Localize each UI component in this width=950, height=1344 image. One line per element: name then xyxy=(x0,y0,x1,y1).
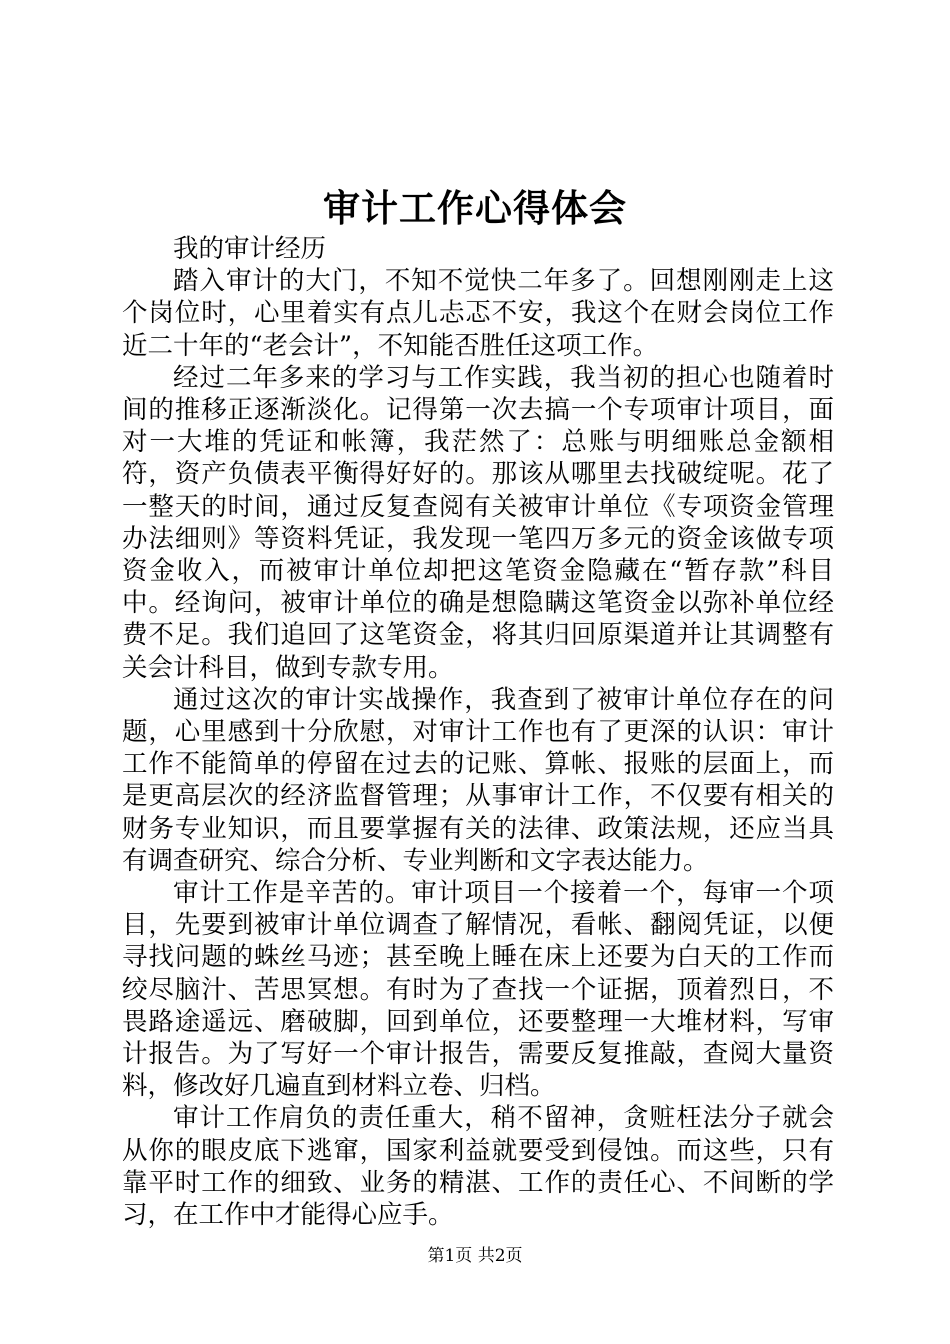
document-title: 审计工作心得体会 xyxy=(323,186,627,230)
section-heading: 我的审计经历 xyxy=(173,234,327,264)
paragraph: 通过这次的审计实战操作，我查到了被审计单位存在的问题，心里感到十分欣慰，对审计工作也有了更深的认识：审计工作不能简单的停留在过去的记账、算帐、报账的层面上，而是更高层次的经济监督管理；从事审计工作，不仅要有相关的财务专业知识，而且要掌握有关的法律、政策法规，还应当具有调查研究、综合分析、专业判断和文字表达能力。 xyxy=(122,684,834,876)
paragraph: 踏入审计的大门，不知不觉快二年多了。回想刚刚走上这个岗位时，心里着实有点儿忐忑不安，我这个在财会岗位工作近二十年的“老会计”，不知能否胜任这项工作。 xyxy=(122,266,834,361)
document-body xyxy=(122,233,834,1231)
paragraph: 审计工作肩负的责任重大，稍不留神，贪赃枉法分子就会从你的眼皮底下逃窜，国家利益就要受到侵蚀。而这些，只有靠平时工作的细致、业务的精湛、工作的责任心、不间断的学习，在工作中才能得心应手。 xyxy=(122,1103,834,1231)
page-footer: 第1页 共2页 xyxy=(427,1246,523,1266)
paragraph: 经过二年多来的学习与工作实践，我当初的担心也随着时间的推移正逐渐淡化。记得第一次去搞一个专项审计项目，面对一大堆的凭证和帐簿，我茫然了：总账与明细账总金额相符，资产负债表平衡得好好的。那该从哪里去找破绽呢。花了一整天的时间，通过反复查阅有关被审计单位《专项资金管理办法细则》等资料凭证，我发现一笔四万多元的资金该做专项资金收入，而被审计单位却把这笔资金隐藏在“暂存款”科目中。经询问，被审计单位的确是想隐瞒这笔资金以弥补单位经费不足。我们追回了这笔资金，将其归回原渠道并让其调整有关会计科目，做到专款专用。 xyxy=(122,362,834,683)
paragraph: 审计工作是辛苦的。审计项目一个接着一个，每审一个项目，先要到被审计单位调查了解情况，看帐、翻阅凭证，以便寻找问题的蛛丝马迹；甚至晚上睡在床上还要为白天的工作而绞尽脑汁、苦思冥想。有时为了查找一个证据，顶着烈日，不畏路途遥远、磨破脚，回到单位，还要整理一大堆材料，写审计报告。为了写好一个审计报告，需要反复推敲，查阅大量资料，修改好几遍直到材料立卷、归档。 xyxy=(122,878,834,1102)
